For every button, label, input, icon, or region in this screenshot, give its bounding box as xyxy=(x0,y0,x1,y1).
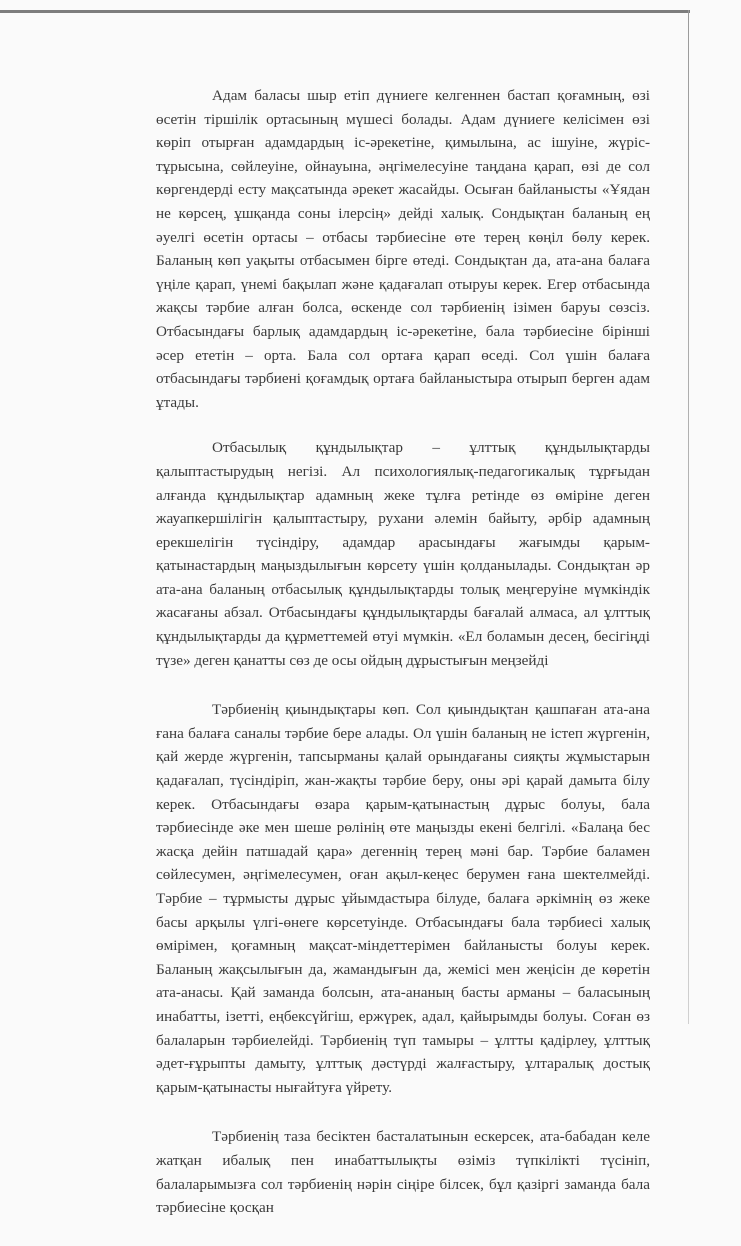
paragraph-family-values: Отбасылық құндылықтар – ұлттық құндылықтарды қалыптастырудың негізі. Ал психологиялық-педагогикалық тұрғыдан алғанда құндылықтар адамның жеке тұлға ретінде өз өміріне деген жауапкершілігін қалыптастыру, рухани әлемін байыту, әрбір адамның ерекшелігін түсіндіру, адамдар арасындағы жағымды қарым-қатынастардың маңыздылығын көрсету үшін қолданылады. Сондықтан әр ата-ана баланың отбасылық құндылықтарды толық меңгеруіне мүмкіндік жасағаны абзал. Отбасындағы құндылықтарды бағалай алмаса, ал ұлттық құндылықтарды да құрметтемей өтуі мүмкін. «Ел боламын десең, бесігіңді түзе» деген қанатты сөз де осы ойдың дұрыстығын меңзейді xyxy=(156,439,650,669)
scan-right-edge xyxy=(688,10,689,1024)
paragraph-upbringing-difficulties: Тәрбиенің қиындықтары көп. Сол қиындықтан қашпаған ата-ана ғана балаға саналы тәрбие бере алады. Ол үшін баланың не істеп жүргенін, қай жерде жүргенін, тапсырманы қалай орындағаны сияқты жұмыстарын қадағалап, түсіндіріп, жан-жақты тәрбие беру, оны әрі қарай дамыта білу керек. Отбасындағы өзара қарым-қатынастың дұрыс болуы, бала тәрбиесінде әке мен шеше рөлінің өте маңызды екені белгілі. «Балаңа бес жасқа дейін патшадай қара» дегеннің терең мәні бар. Тәрбие баламен сөйлесумен, әңгімелесумен, оған ақыл-кеңес берумен ғана шектелмейді. Тәрбие – тұрмысты дұрыс ұйымдастыра білуде, балаға әркімнің өз жеке басы арқылы үлгі-өнеге көрсетуінде. Отбасындағы бала тәрбиесі халық өмірімен, қоғамның мақсат-міндеттерімен байланысты болуы керек. Баланың жақсылығын да, жамандығын да, жемісі мен жеңісін де көретін ата-анасы. Қай заманда болсын, ата-ананың басты арманы – баласының инабатты, ізетті, еңбексүйгіш, ержүрек, адал, қайырымды болуы. Соған өз балаларын тәрбиелейді. Тәрбиенің түп тамыры – ұлтты қадірлеу, ұлттық әдет-ғұрыпты дамыту, ұлттық дәстүрді жалғастыру, ұлтаралық достық қарым-қатынасты нығайтуға үйрету. xyxy=(156,701,650,1096)
paragraph-cradle-upbringing: Тәрбиенің таза бесіктен басталатынын ескерсек, ата-бабадан келе жатқан ибалық пен инабаттылықты өзіміз түпкілікті түсініп, балаларымызға сол тәрбиенің нәрін сіңіре білсек, бұл қазіргі заманда бала тәрбиесіне қосқан xyxy=(156,1128,650,1217)
document-body xyxy=(156,84,650,1246)
paragraph-family-environment: Адам баласы шыр етіп дүниеге келгеннен бастап қоғамның, өзі өсетін тіршілік ортасының мүшесі болады. Адам дүниеге келісімен өзі көріп отырған адамдардың іс-әрекетіне, қимылына, ас ішуіне, жүріс-тұрысына, сөйлеуіне, ойнауына, әңгімелесуіне таңдана қарап, өзі де сол көргендерді есту мақсатында әрекет жасайды. Осыған байланысты «Ұядан не көрсең, ұшқанда соны ілерсің» дейді халық. Сондықтан баланың ең әуелгі өсетін ортасы – отбасы тәрбиесіне өте терең көңіл бөлу керек. Баланың көп уақыты отбасымен бірге өтеді. Сондықтан да, ата-ана балаға үңіле қарап, үнемі бақылап және қадағалап отыруы керек. Егер отбасында жақсы тәрбие алған болса, өскенде сол тәрбиенің ізімен баруы сөзсіз. Отбасындағы барлық адамдардың іс-әрекетіне, бала тәрбиесіне бірінші әсер ететін – орта. Бала сол ортаға қарап өседі. Сол үшін балаға отбасындағы тәрбиені қоғамдық ортаға байланыстыра отырып берген адам ұтады. xyxy=(156,87,650,411)
scan-top-edge xyxy=(0,10,690,13)
